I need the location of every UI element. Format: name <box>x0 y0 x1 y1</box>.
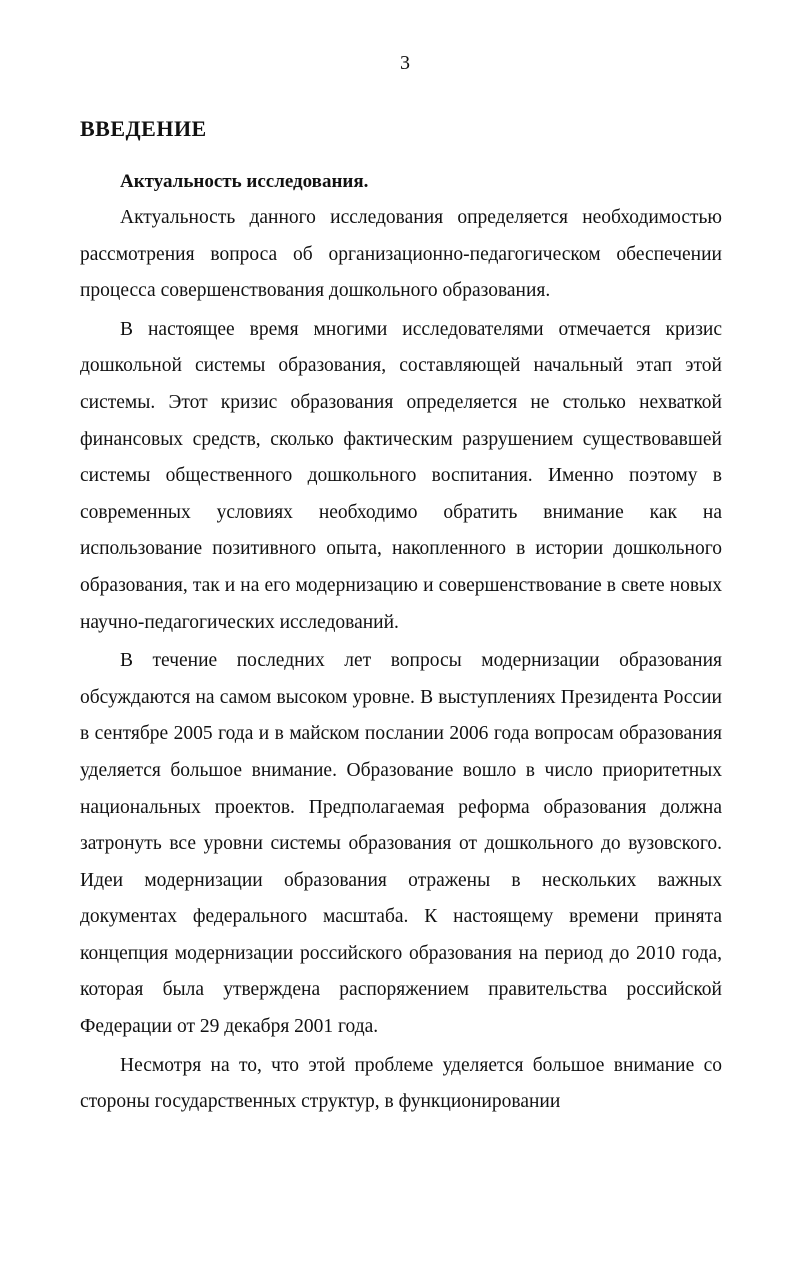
paragraph-attention: Несмотря на то, что этой проблеме уделяется большое внимание со стороны государственных структур, в функционировании <box>80 1054 722 1113</box>
paragraph-modernization: В течение последних лет вопросы модернизации образования обсуждаются на самом высоком уровне. В выступлениях Президента России в сентябре 2005 года и в майском послании 2006 года вопросам образования уделяется большое внимание. Образование вошло в число приоритетных национальных проектов. Предполагаемая реформа образования должна затронуть все уровни системы образования от дошкольного до вузовского. Идеи модернизации образования отражены в нескольких важных документах федерального масштаба. К настоящему времени принята концепция модернизации российского образования на период до 2010 года, которая была утверждена распоряжением правительства российской Федерации от 29 декабря 2001 года. <box>80 650 722 1038</box>
paragraph-relevance: Актуальность данного исследования определяется необходимостью рассмотрения вопроса об организационно-педагогическом обеспечении процесса совершенствования дошкольного образования. <box>80 207 722 302</box>
subsection-heading: Актуальность исследования. <box>120 171 369 192</box>
body-text <box>80 200 722 1121</box>
page-number: 3 <box>400 52 410 74</box>
paragraph-crisis: В настоящее время многими исследователями отмечается кризис дошкольной системы образования, составляющей начальный этап этой системы. Этот кризис образования определяется не столько нехваткой финансовых средств, сколько фактическим разрушением существовавшей системы общественного дошкольного воспитания. Именно поэтому в современных условиях необходимо обратить внимание как на использование позитивного опыта, накопленного в истории дошкольного образования, так и на его модернизацию и совершенствование в свете новых научно-педагогических исследований. <box>80 318 722 633</box>
section-heading: ВВЕДЕНИЕ <box>80 116 207 141</box>
